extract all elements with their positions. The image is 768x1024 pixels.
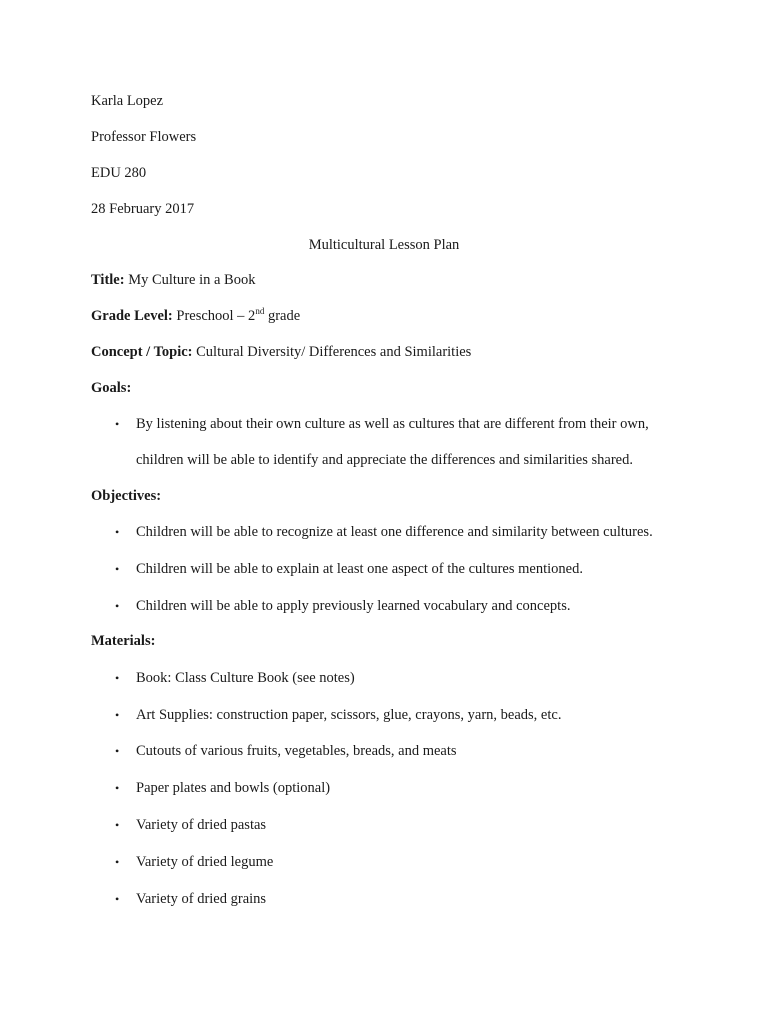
goal-text-line-1: By listening about their own culture as well as cultures that are different from their own, — [136, 416, 649, 432]
grade-level-value — [176, 308, 300, 324]
material-text: Paper plates and bowls (optional) — [136, 780, 331, 796]
material-text: Art Supplies: construction paper, scissors, glue, crayons, yarn, beads, etc. — [136, 707, 562, 723]
professor-name: Professor Flowers — [91, 129, 197, 145]
material-text: Book: Class Culture Book (see notes) — [136, 670, 355, 686]
objective-text: Children will be able to recognize at least one difference and similarity between cultures. — [136, 524, 653, 540]
bullet-icon: • — [115, 525, 120, 539]
material-text: Variety of dried pastas — [136, 817, 267, 833]
grade-level-row — [91, 307, 300, 325]
document-title: Multicultural Lesson Plan — [308, 237, 460, 253]
title-label: Title: — [91, 272, 125, 288]
material-text: Variety of dried grains — [136, 891, 267, 907]
materials-heading-text: Materials: — [91, 633, 156, 649]
bullet-icon: • — [115, 818, 120, 832]
objective-text: Children will be able to explain at least one aspect of the cultures mentioned. — [136, 561, 583, 577]
goals-heading — [91, 379, 131, 397]
bullet-icon: • — [115, 781, 120, 795]
objectives-heading — [91, 487, 161, 505]
document-date: 28 February 2017 — [91, 201, 195, 217]
course-code: EDU 280 — [91, 165, 147, 181]
grade-level-superscript: nd — [255, 306, 265, 316]
objectives-heading-text: Objectives: — [91, 488, 162, 504]
concept-topic-label: Concept / Topic: — [91, 344, 193, 360]
goal-text-line-2: children will be able to identify and appreciate the differences and similarities shared. — [136, 452, 633, 468]
grade-level-value-main: Preschool – 2 — [176, 308, 256, 324]
objective-text: Children will be able to apply previously learned vocabulary and concepts. — [136, 598, 571, 614]
bullet-icon: • — [115, 708, 120, 722]
bullet-icon: • — [115, 892, 120, 906]
bullet-icon: • — [115, 599, 120, 613]
bullet-icon: • — [115, 855, 120, 869]
title-value: My Culture in a Book — [128, 272, 256, 288]
bullet-icon: • — [115, 671, 120, 685]
materials-heading — [91, 632, 155, 650]
bullet-icon: • — [115, 417, 120, 431]
concept-topic-row — [91, 343, 471, 361]
bullet-icon: • — [115, 562, 120, 576]
material-text: Cutouts of various fruits, vegetables, breads, and meats — [136, 743, 457, 759]
author-name: Karla Lopez — [91, 93, 164, 109]
title-row — [91, 271, 255, 289]
material-text: Variety of dried legume — [136, 854, 274, 870]
concept-topic-value: Cultural Diversity/ Differences and Similarities — [196, 344, 472, 360]
grade-level-label: Grade Level: — [91, 308, 173, 324]
grade-level-value-suffix: grade — [264, 308, 301, 324]
bullet-icon: • — [115, 744, 120, 758]
goals-heading-text: Goals: — [91, 380, 132, 396]
